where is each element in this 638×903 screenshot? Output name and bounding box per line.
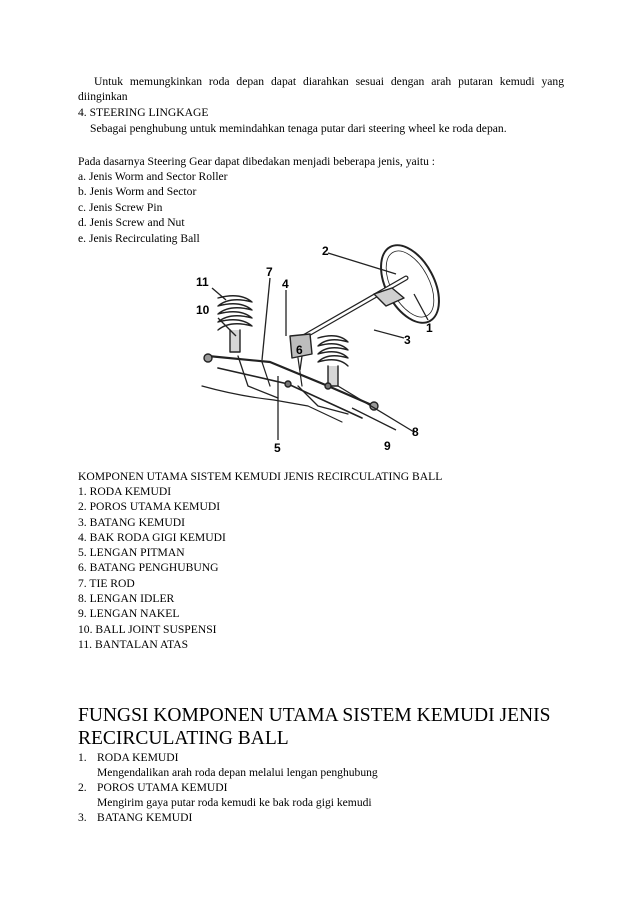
fungsi-list: [78, 750, 578, 825]
fungsi-item-number: 2.: [78, 781, 87, 794]
list-item: 4. BAK RODA GIGI KEMUDI: [78, 530, 226, 544]
steering-gear-type-list: [78, 169, 564, 246]
fungsi-item: [78, 750, 578, 780]
list-item: e. Jenis Recirculating Ball: [78, 231, 200, 245]
intro-paragraph: Untuk memungkinkan roda depan dapat diarahkan sesuai dengan arah putaran kemudi yang diinginkan: [78, 75, 564, 103]
steering-linkage-heading: 4. STEERING LINGKAGE: [78, 106, 209, 119]
callout-2: 2: [322, 244, 329, 258]
steering-wheel: [369, 236, 450, 332]
linkage-frame: [208, 356, 374, 406]
fungsi-item-number: 3.: [78, 811, 87, 824]
callout-6: 6: [296, 343, 303, 357]
list-item: 9. LENGAN NAKEL: [78, 607, 180, 621]
components-list: [78, 484, 564, 652]
fungsi-item-name: BATANG KEMUDI: [97, 811, 193, 824]
list-item: 10. BALL JOINT SUSPENSI: [78, 622, 217, 636]
steering-gear-intro: Pada dasarnya Steering Gear dapat dibedakan menjadi beberapa jenis, yaitu :: [78, 155, 436, 168]
fungsi-item-number: 1.: [78, 751, 87, 764]
fungsi-item: [78, 810, 578, 825]
steering-linkage-description: Sebagai penghubung untuk memindahkan tenaga putar dari steering wheel ke roda depan.: [90, 122, 507, 135]
list-item: 5. LENGAN PITMAN: [78, 546, 185, 560]
list-item: a. Jenis Worm and Sector Roller: [78, 170, 228, 183]
fungsi-item-description: Mengendalikan arah roda depan melalui lengan penghubung: [97, 766, 378, 779]
components-title: KOMPONEN UTAMA SISTEM KEMUDI JENIS RECIRCULATING BALL: [78, 470, 443, 483]
callout-7: 7: [266, 265, 273, 279]
callout-5: 5: [274, 441, 281, 455]
callout-3: 3: [404, 333, 411, 347]
list-item: 6. BATANG PENGHUBUNG: [78, 561, 219, 575]
fungsi-item-name: RODA KEMUDI: [97, 751, 179, 764]
list-item: d. Jenis Screw and Nut: [78, 216, 185, 230]
callout-9: 9: [384, 439, 391, 453]
callout-8: 8: [412, 425, 419, 439]
fungsi-section-title: FUNGSI KOMPONEN UTAMA SISTEM KEMUDI JENIS RECIRCULATING BALL: [78, 705, 551, 749]
list-item: 3. BATANG KEMUDI: [78, 515, 185, 529]
list-item: 1. RODA KEMUDI: [78, 485, 172, 498]
list-item: 8. LENGAN IDLER: [78, 592, 175, 606]
list-item: 2. POROS UTAMA KEMUDI: [78, 500, 221, 514]
fungsi-item-name: POROS UTAMA KEMUDI: [97, 781, 228, 794]
list-item: 7. TIE ROD: [78, 576, 135, 590]
fungsi-item-description: Mengirim gaya putar roda kemudi ke bak roda gigi kemudi: [97, 796, 372, 809]
callout-10: 10: [196, 303, 210, 317]
list-item: 11. BANTALAN ATAS: [78, 637, 189, 651]
right-coil-spring: [318, 336, 348, 386]
list-item: b. Jenis Worm and Sector: [78, 185, 197, 199]
list-item: c. Jenis Screw Pin: [78, 200, 163, 214]
fungsi-item: [78, 780, 578, 810]
callout-11: 11: [196, 275, 209, 289]
steering-system-diagram: [178, 236, 450, 456]
callout-1: 1: [426, 321, 433, 335]
callout-4: 4: [282, 277, 289, 291]
